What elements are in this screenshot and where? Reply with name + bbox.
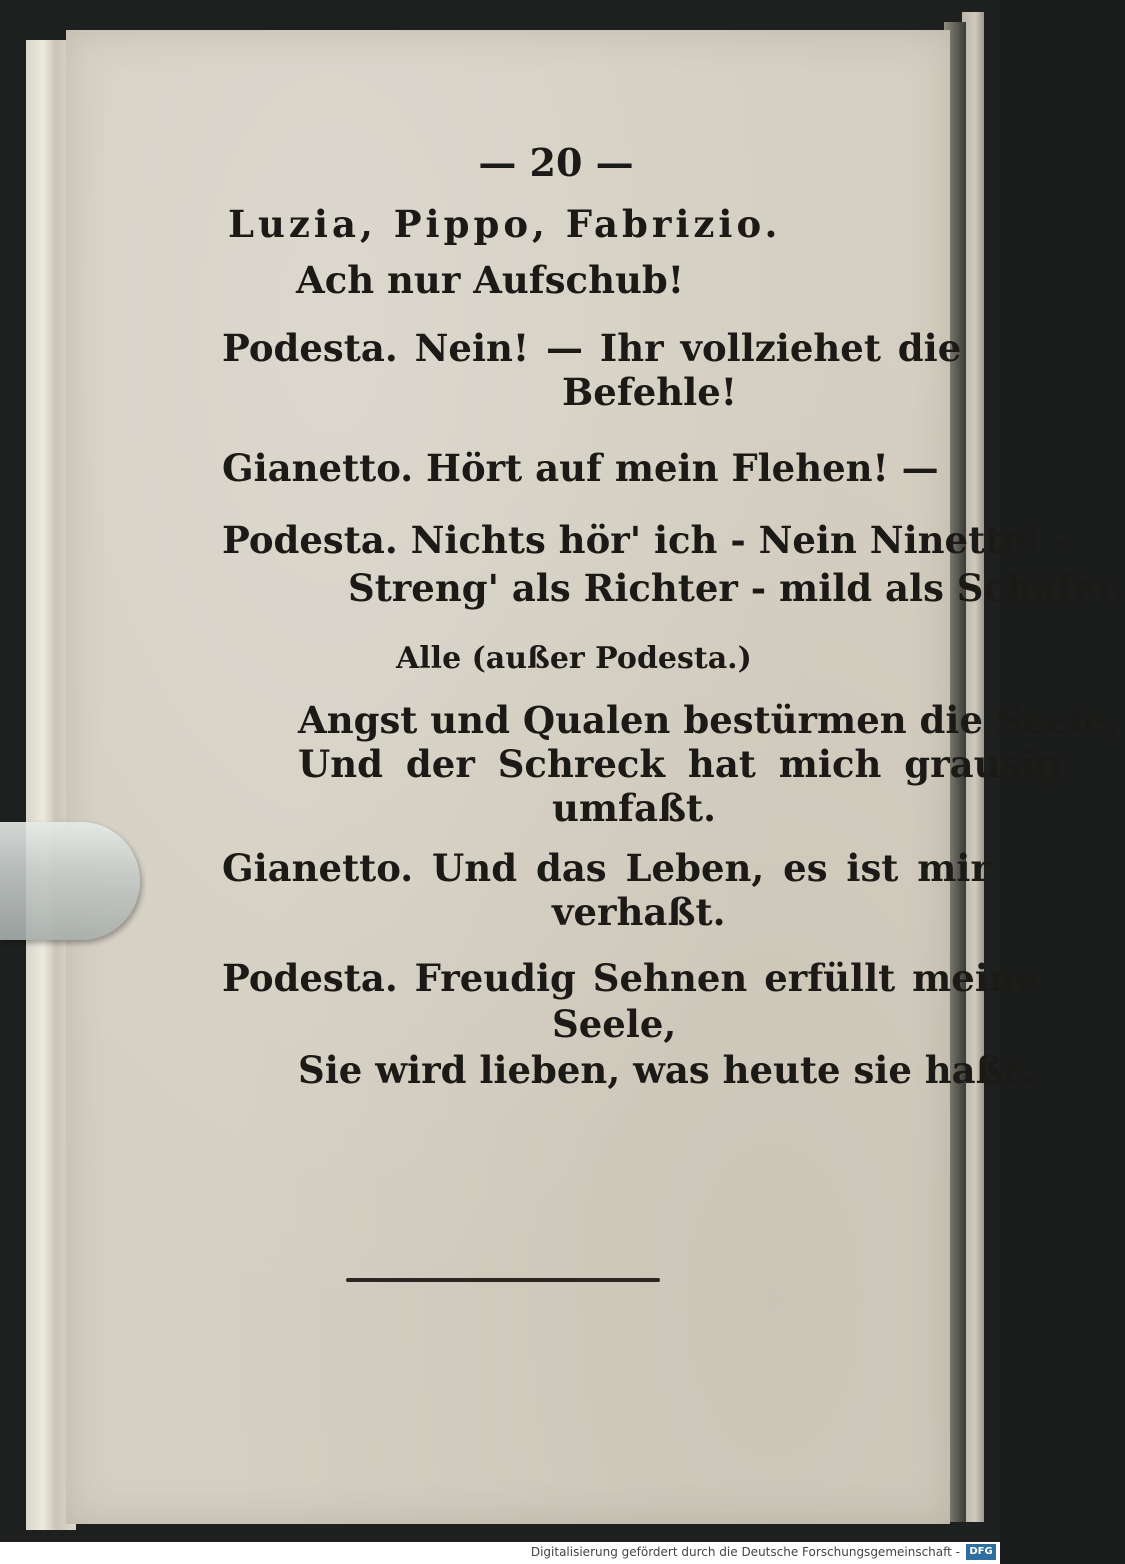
footer-credit: Digitalisierung gefördert durch die Deutsche Forschungsgemeinschaft - <box>530 1545 960 1559</box>
speaker-line: Gianetto. Und das Leben, es ist mir <box>222 846 990 890</box>
verse-line: Angst und Qualen bestürmen die Seele, <box>298 698 1121 742</box>
speaker-line: Gianetto. Hört auf mein Flehen! — <box>222 446 939 490</box>
verse-line: Streng' als Richter - mild als Schäfer. <box>348 566 1125 610</box>
verse-line: Sie wird lieben, was heute sie haßt. <box>298 1048 1034 1092</box>
page-content <box>66 30 1125 1524</box>
end-rule <box>346 1278 660 1282</box>
verse-line: umfaßt. <box>552 786 717 830</box>
scanner-clip <box>0 822 140 940</box>
dfg-logo: DFG <box>966 1544 996 1560</box>
verse-line: Ach nur Aufschub! <box>296 258 684 302</box>
verse-line: verhaßt. <box>552 890 726 934</box>
verse-line: Befehle! <box>562 370 738 414</box>
verse-line: Seele, <box>552 1002 677 1046</box>
verse-line: Und der Schreck hat mich grausig <box>298 742 1062 786</box>
speaker-line: Luzia, Pippo, Fabrizio. <box>228 202 782 246</box>
speaker-line: Podesta. Nichts hör' ich - Nein Ninette! - <box>222 518 1071 562</box>
page-number: — 20 — <box>478 140 634 185</box>
speaker-line: Podesta. Freudig Sehnen erfüllt meine <box>222 956 1040 1000</box>
speaker-line: Podesta. Nein! — Ihr vollziehet die <box>222 326 962 370</box>
speaker-line: Alle (außer Podesta.) <box>396 641 752 676</box>
